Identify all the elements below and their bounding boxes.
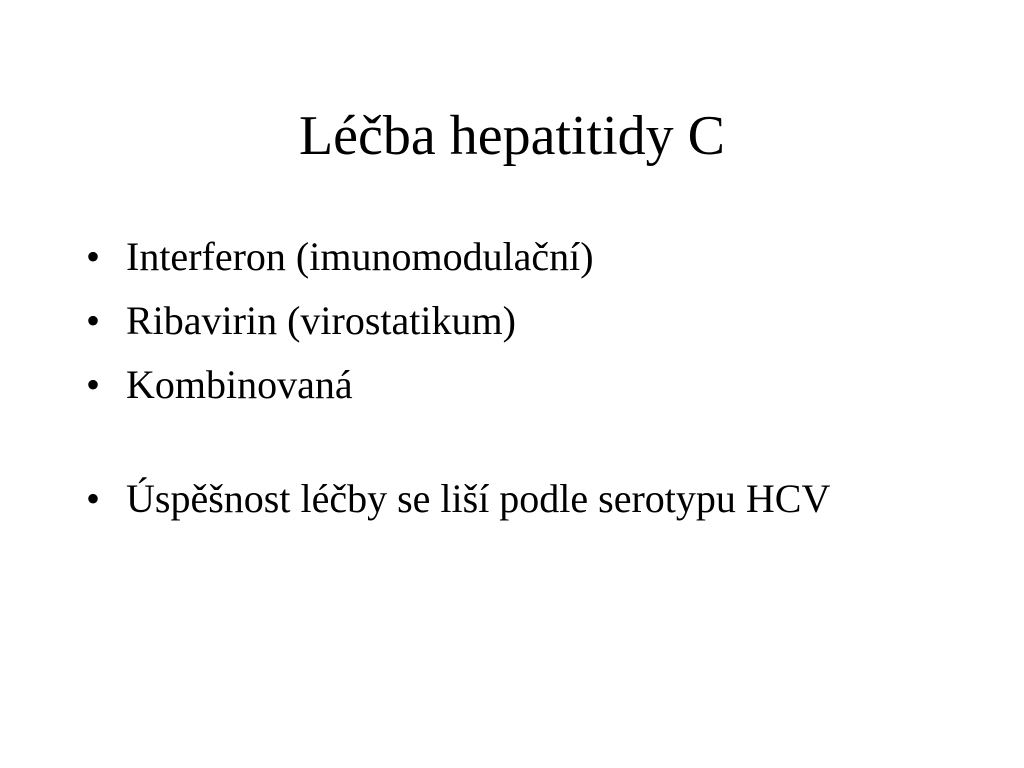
bullet-text: Kombinovaná [126, 362, 353, 407]
bullet-icon: • [86, 476, 101, 521]
bullet-icon: • [86, 362, 101, 407]
bullet-list [86, 232, 986, 538]
bullet-text: Úspěšnost léčby se liší podle serotypu HCV [126, 476, 831, 521]
bullet-item-uspesnost [86, 474, 986, 524]
bullet-icon: • [86, 298, 101, 343]
bullet-icon: • [86, 234, 101, 279]
slide-title: Léčba hepatitidy C [298, 105, 726, 167]
bullet-item-ribavirin [86, 296, 986, 346]
bullet-text: Ribavirin (virostatikum) [126, 298, 516, 343]
bullet-text: Interferon (imunomodulační) [126, 234, 594, 279]
bullet-item-kombinovana [86, 360, 986, 410]
bullet-item-interferon [86, 232, 986, 282]
